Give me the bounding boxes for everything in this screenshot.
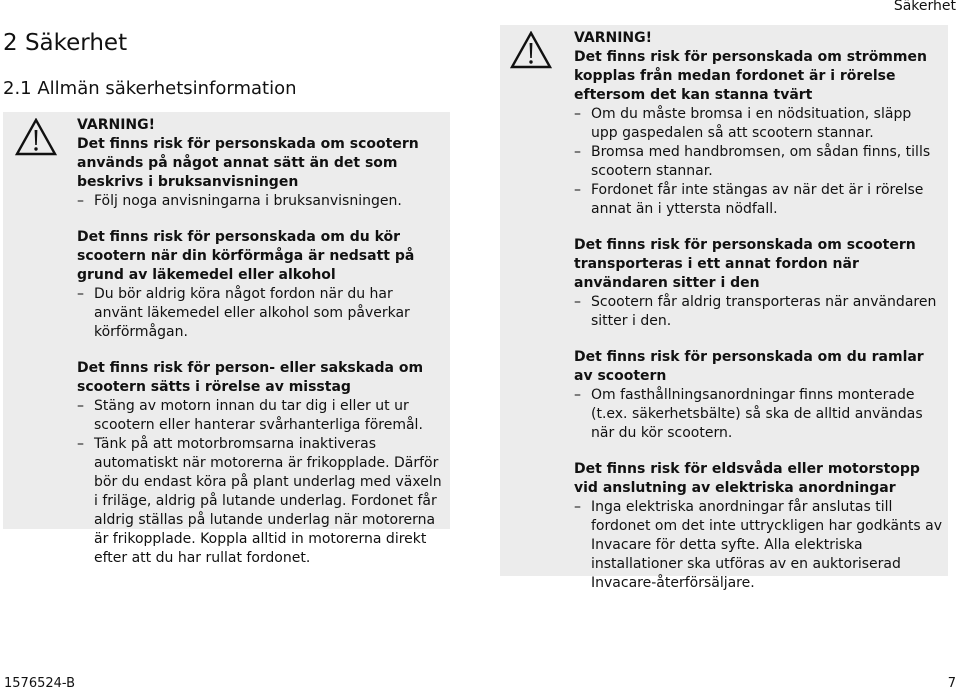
warning-block xyxy=(574,348,942,443)
warning-title: Det finns risk för personskada om scootern transporteras i ett annat fordon när användaren sitter i den xyxy=(574,237,916,291)
warning-title: Det finns risk för person- eller sakskada om scootern sätts i rörelse av misstag xyxy=(77,360,424,395)
document-number: 1576524-B xyxy=(4,676,76,691)
warning-label: VARNING! xyxy=(574,30,653,46)
warning-block xyxy=(77,135,445,211)
warning-triangle-icon xyxy=(15,118,57,156)
bullet-list xyxy=(574,386,942,443)
bullet-list xyxy=(77,285,445,342)
bullet-list xyxy=(574,498,942,593)
warning-panel-left xyxy=(3,112,450,566)
section-title: 2 Säkerhet xyxy=(3,30,128,56)
bullet-item: – Tänk på att motorbromsarna inaktiveras automatiskt när motorerna är frikopplade. Därför bör du endast köra på plant underlag med växeln i friläge, aldrig på lutande underlag. Fordonet får aldrig ställas på lutande underlag när motorerna är frikopplade. Koppla alltid in motorerna direkt efter att du har rullat fordonet. xyxy=(77,435,445,568)
page-number: 7 xyxy=(947,676,956,691)
bullet-item: – Du bör aldrig köra något fordon när du har använt läkemedel eller alkohol som påverkar körförmågan. xyxy=(77,285,445,342)
running-header: Säkerhet xyxy=(893,0,956,14)
warning-block xyxy=(574,460,942,593)
warning-block xyxy=(77,359,445,568)
warning-title: Det finns risk för eldsvåda eller motorstopp vid anslutning av elektriska anordningar xyxy=(574,461,920,496)
warning-title: Det finns risk för personskada om scootern används på något annat sätt än det som beskrivs i bruksanvisningen xyxy=(77,136,419,190)
warning-triangle-icon xyxy=(510,31,552,69)
bullet-item: – Fordonet får inte stängas av när det är i rörelse annat än i yttersta nödfall. xyxy=(574,181,942,219)
warning-label: VARNING! xyxy=(77,117,156,133)
warning-block xyxy=(574,48,942,219)
bullet-item: – Inga elektriska anordningar får anslutas till fordonet om det inte uttryckligen har godkänts av Invacare för detta syfte. Alla elektriska installationer ska utföras av en auktoriserad Invacare-återförsäljare. xyxy=(574,498,942,593)
bullet-item: – Scootern får aldrig transporteras när användaren sitter i den. xyxy=(574,293,942,331)
warning-block xyxy=(77,228,445,342)
bullet-list xyxy=(77,397,445,568)
bullet-item: – Om du måste bromsa i en nödsituation, släpp upp gaspedalen så att scootern stannar. xyxy=(574,105,942,143)
warning-panel-right xyxy=(500,25,948,591)
bullet-list xyxy=(77,192,445,211)
warning-block xyxy=(574,236,942,331)
warning-title: Det finns risk för personskada om du ramlar av scootern xyxy=(574,349,924,384)
warning-title: Det finns risk för personskada om strömmen kopplas från medan fordonet är i rörelse eftersom det kan stanna tvärt xyxy=(574,49,927,103)
bullet-list xyxy=(574,293,942,331)
bullet-item: – Om fasthållningsanordningar finns monterade (t.ex. säkerhetsbälte) så ska de alltid användas när du kör scootern. xyxy=(574,386,942,443)
bullet-item: – Stäng av motorn innan du tar dig i eller ut ur scootern eller hanterar svårhanterliga föremål. xyxy=(77,397,445,435)
bullet-item: – Bromsa med handbromsen, om sådan finns, tills scootern stannar. xyxy=(574,143,942,181)
bullet-item: – Följ noga anvisningarna i bruksanvisningen. xyxy=(77,192,445,211)
subsection-title: 2.1 Allmän säkerhetsinformation xyxy=(3,78,297,99)
warning-title: Det finns risk för personskada om du kör scootern när din körförmåga är nedsatt på grund av läkemedel eller alkohol xyxy=(77,229,415,283)
bullet-list xyxy=(574,105,942,219)
